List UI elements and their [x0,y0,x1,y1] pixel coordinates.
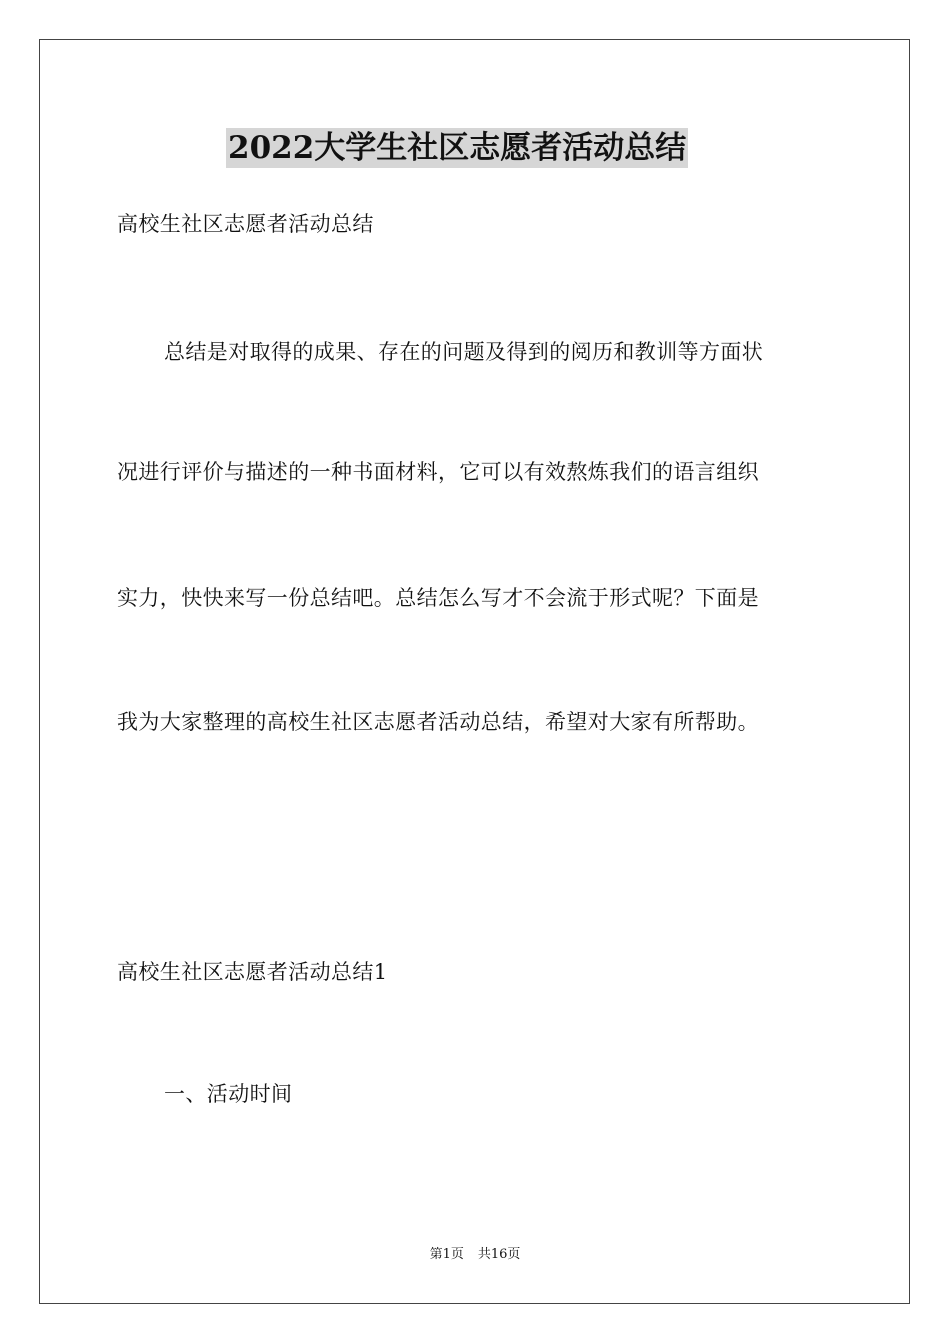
intro-line-3: 实力，快快来写一份总结吧。总结怎么写才不会流于形式呢？下面是 [117,586,759,610]
intro-line-2: 况进行评价与描述的一种书面材料，它可以有效熬炼我们的语言组织 [117,460,759,484]
page-number: 第1页 [429,1247,464,1262]
page-footer [0,1246,950,1264]
subsection-heading: 一、活动时间 [164,1082,293,1106]
intro-line-4: 我为大家整理的高校生社区志愿者活动总结，希望对大家有所帮助。 [117,710,759,734]
document-title: 2022大学生社区志愿者活动总结 [228,130,687,166]
intro-line-1: 总结是对取得的成果、存在的问题及得到的阅历和教训等方面状 [164,340,764,364]
section-heading: 高校生社区志愿者活动总结1 [117,960,388,984]
page-total: 共16页 [477,1247,521,1262]
document-subtitle: 高校生社区志愿者活动总结 [117,212,374,236]
